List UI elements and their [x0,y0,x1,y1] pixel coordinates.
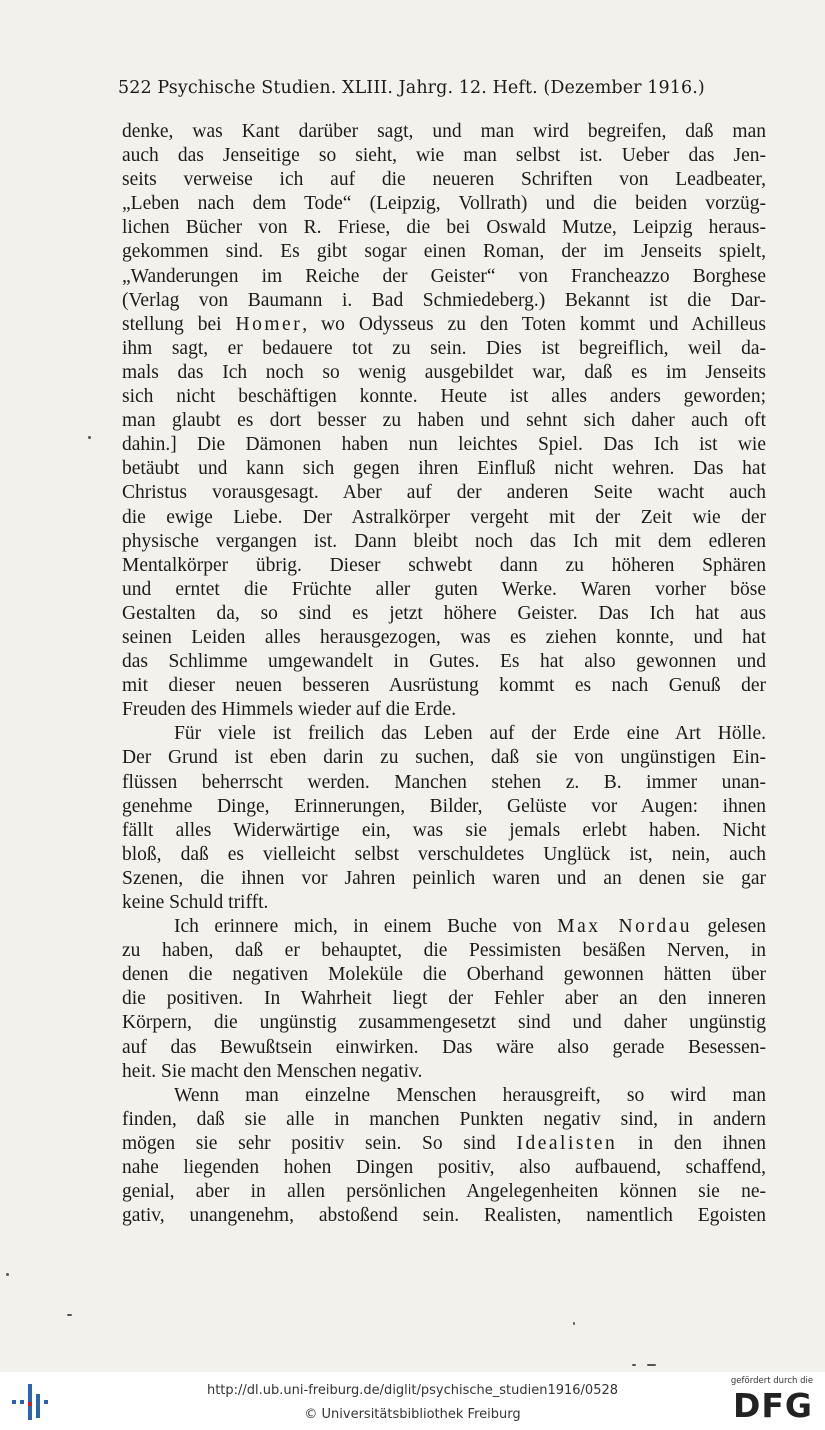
scan-speck [88,436,91,439]
text-line: fällt alles Widerwärtige ein, was sie jemals erlebt haben. Nicht [122,819,766,841]
text-line: denen die negativen Moleküle die Oberhand gewonnen hätten über [122,964,766,986]
text-line: man glaubt es dort besser zu haben und sehnt sich daher auch oft [122,410,766,432]
text-line: die ewige Liebe. Der Astralkörper vergeht mit der Zeit wie der [122,506,766,528]
text-line: Für viele ist freilich das Leben auf der Erde eine Art Hölle. [174,723,766,745]
scan-speck [573,1322,575,1325]
text-line: stellung bei Homer, wo Odysseus zu den Toten kommt und Achilleus [122,313,767,335]
running-head: 522 Psychische Studien. XLIII. Jahrg. 12. Heft. (Dezember 1916.) [118,78,705,98]
scan-speck [6,1273,9,1276]
text-line: sich nicht beschäftigen konnte. Heute ist alles anders geworden; [122,386,766,408]
text-line: das Schlimme umgewandelt in Gutes. Es hat also gewonnen und [122,651,766,673]
footer-bar [0,1372,825,1430]
text-line: und erntet die Früchte aller guten Werke. Waren vorher böse [122,578,766,600]
source-url-link[interactable]: http://dl.ub.uni-freiburg.de/diglit/psychische_studien1916/0528 [206,1383,619,1398]
text-line: „Leben nach dem Tode“ (Leipzig, Vollrath) und die beiden vorzüg- [122,193,766,215]
text-line: „Wanderungen im Reiche der Geister“ von Francheazzo Borghese [122,265,766,287]
text-line: die positiven. In Wahrheit liegt der Fehler aber an den inneren [122,988,766,1010]
dfg-caption: gefördert durch die [730,1376,814,1386]
spaced-name: Max Nordau [557,916,692,938]
text-line: mögen sie sehr positiv sein. So sind Idealisten in den ihnen [122,1132,766,1154]
text-line: denke, was Kant darüber sagt, und man wird begreifen, daß man [122,121,766,142]
scan-speck [67,1314,72,1316]
text-line: ihm sagt, er bedauere tot zu sein. Dies ist begreiflich, weil da- [122,337,766,359]
text-line: auch das Jenseitige so sieht, wie man selbst ist. Ueber das Jen- [122,145,766,167]
dfg-logo [724,1376,820,1428]
text-line: auf das Bewußtsein einwirken. Das wäre also gerade Besessen- [122,1036,766,1058]
text-line: Christus vorausgesagt. Aber auf der anderen Seite wacht auch [122,482,766,504]
text-line: lichen Bücher von R. Friese, die bei Oswald Mutze, Leipzig heraus- [122,217,766,239]
text-line: genehme Dinge, Erinnerungen, Bilder, Gelüste vor Augen: ihnen [122,795,766,817]
text-line: Der Grund ist eben darin zu suchen, daß sie von ungünstigen Ein- [122,747,766,769]
text-line: flüssen beherrscht werden. Manchen stehen z. B. immer unan- [122,771,766,793]
text-line: keine Schuld trifft. [122,892,269,913]
text-line: Wenn man einzelne Menschen herausgreift, so wird man [174,1084,766,1106]
text-line: nahe liegenden hohen Dingen positiv, also aufbauend, schaffend, [122,1157,766,1179]
text-line: genial, aber in allen persönlichen Angelegenheiten können sie ne- [122,1181,766,1203]
text-line: Freuden des Himmels wieder auf die Erde. [122,699,457,721]
text-line: mit dieser neuen besseren Ausrüstung kommt es nach Genuß der [122,675,766,697]
scan-speck [632,1364,636,1366]
text-line: betäubt und kann sich gegen ihren Einfluß nicht wehren. Das hat [122,458,766,480]
text-line: heit. Sie macht den Menschen negativ. [122,1060,423,1082]
text-line: Ich erinnere mich, in einem Buche von Max Nordau gelesen [174,916,767,938]
text-line: Körpern, die ungünstig zusammengesetzt sind und daher ungünstig [122,1012,766,1034]
text-line: Mentalkörper übrig. Dieser schwebt dann zu höheren Sphären [122,554,766,576]
dfg-wordmark: DFG [732,1386,814,1425]
spaced-word: Idealisten [516,1132,618,1154]
text-line: seits verweise ich auf die neueren Schriften von Leadbeater, [122,169,766,191]
text-line: dahin.] Die Dämonen haben nun leichtes Spiel. Das Ich ist wie [122,434,766,456]
text-line: physische vergangen ist. Dann bleibt noch das Ich mit dem edleren [122,530,766,552]
text-line: Gestalten da, so sind es jetzt höhere Geister. Das Ich hat aus [122,602,766,624]
text-line: finden, daß sie alle in manchen Punkten negativ sind, in andern [122,1108,766,1130]
text-line: gekommen sind. Es gibt sogar einen Roman, der im Jenseits spielt, [122,241,766,263]
copyright-notice: © Universitätsbibliothek Freiburg [304,1407,521,1422]
text-line: seinen Leiden alles herausgezogen, was es ziehen konnte, und hat [122,626,766,648]
text-line: bloß, daß es vielleicht selbst verschuldetes Unglück ist, nein, auch [122,843,766,865]
text-line: Szenen, die ihnen vor Jahren peinlich waren und an denen sie gar [122,867,766,889]
body-text [122,120,766,1228]
text-line: zu haben, daß er behauptet, die Pessimisten besäßen Nerven, in [122,940,766,962]
scan-speck [647,1364,656,1366]
spaced-name: Homer [235,313,303,335]
text-line: gativ, unangenehm, abstoßend sein. Realisten, namentlich Egoisten [122,1205,766,1227]
text-line: (Verlag von Baumann i. Bad Schmiedeberg.) Bekannt ist die Dar- [122,289,766,311]
text-line: mals das Ich noch so wenig ausgebildet war, daß es im Jenseits [122,361,766,383]
